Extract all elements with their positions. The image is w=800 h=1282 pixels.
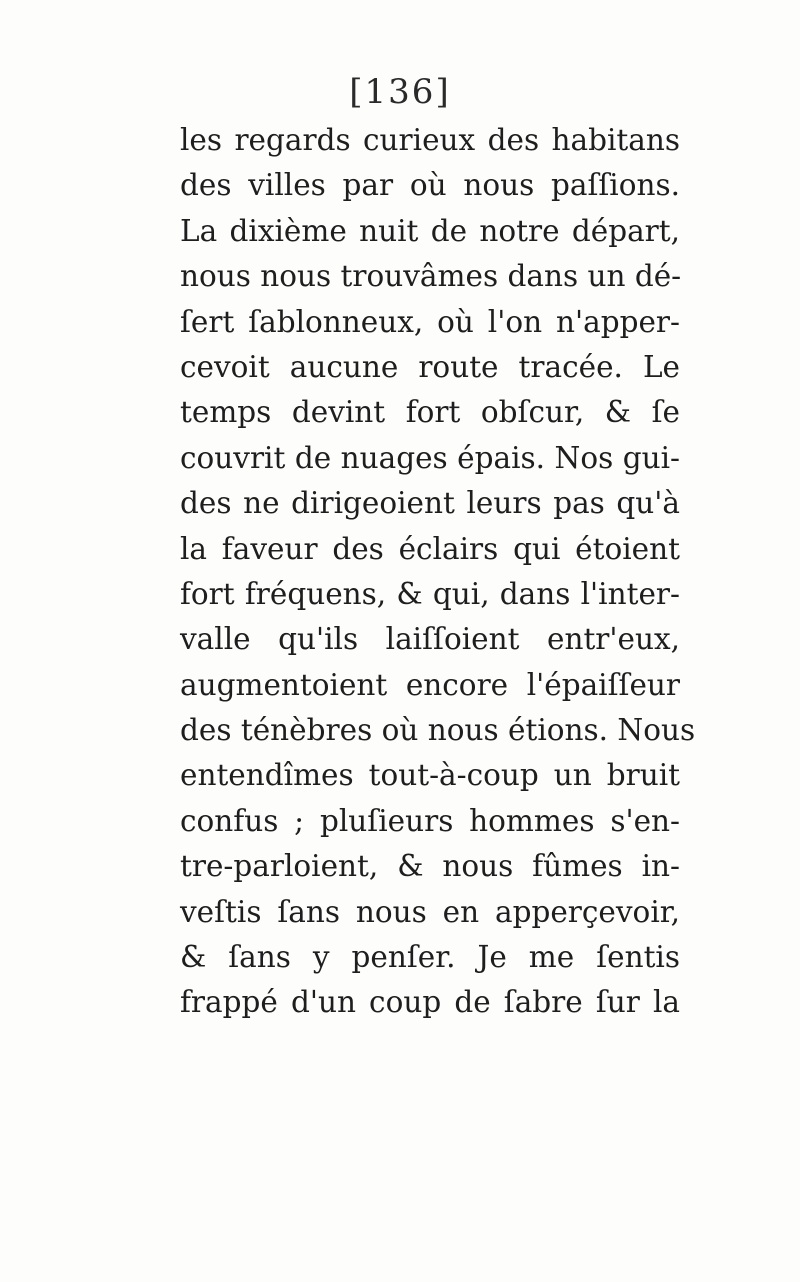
text-line-2: des villes par où nous paſſions. xyxy=(180,168,680,203)
text-line-6: cevoit aucune route tracée. Le xyxy=(180,349,680,384)
text-line-1: les regards curieux des habitans xyxy=(180,123,680,157)
text-line-7: temps devint fort obſcur, & ſe xyxy=(180,395,680,430)
text-line-3: La dixième nuit de notre départ, xyxy=(180,213,680,248)
text-line-14: des ténèbres où nous étions. Nous xyxy=(180,713,696,748)
text-line-18: veſtis ſans nous en apperçevoir, xyxy=(180,894,680,929)
text-line-8: couvrit de nuages épais. Nos gui- xyxy=(180,440,680,475)
text-line-9: des ne dirigeoient leurs pas qu'à xyxy=(180,486,680,521)
text-line-4: nous nous trouvâmes dans un dé- xyxy=(180,259,682,294)
text-line-20: frappé d'un coup de ſabre ſur la xyxy=(180,985,680,1020)
text-line-10: la faveur des éclairs qui étoient xyxy=(180,531,680,566)
text-line-15: entendîmes tout-à-coup un bruit xyxy=(180,758,680,793)
text-line-16: confus ; pluſieurs hommes s'en- xyxy=(180,803,680,838)
text-line-19: & ſans y penſer. Je me ſentis xyxy=(180,940,680,975)
text-line-5: ſert ſablonneux, où l'on n'apper- xyxy=(180,304,680,339)
body-text xyxy=(180,118,696,1026)
text-line-11: fort fréquens, & qui, dans l'inter- xyxy=(180,576,680,611)
text-line-13: augmentoient encore l'épaiſſeur xyxy=(180,667,680,702)
text-line-17: tre-parloient, & nous fûmes in- xyxy=(180,849,680,884)
text-line-12: valle qu'ils laiſſoient entr'eux, xyxy=(180,622,680,657)
page-number: [136] xyxy=(349,72,451,112)
